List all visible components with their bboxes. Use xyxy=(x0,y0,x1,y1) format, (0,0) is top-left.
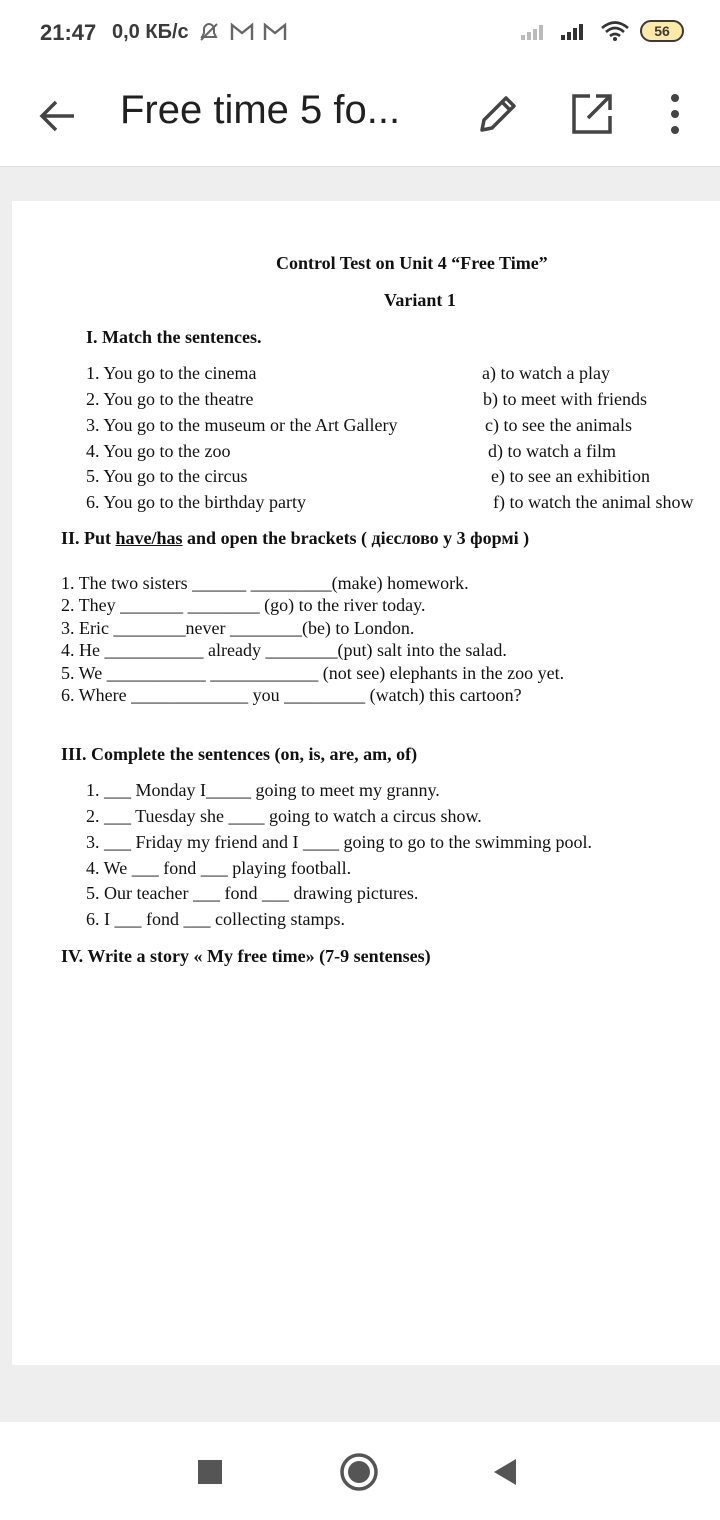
section-4-heading: IV. Write a story « My free time» (7-9 sentenses) xyxy=(61,946,431,966)
notification-icons xyxy=(198,20,287,43)
status-time: 21:47 xyxy=(40,20,97,45)
list-item: a) to watch a play xyxy=(482,363,610,383)
document-page xyxy=(12,201,720,1365)
pencil-icon[interactable] xyxy=(474,90,522,138)
status-data-rate: 0,0 КБ/с xyxy=(112,21,189,43)
back-arrow-icon[interactable] xyxy=(34,92,82,140)
list-item: 2. They _______ ________ (go) to the river today. xyxy=(61,595,426,615)
list-item: 6. You go to the birthday party xyxy=(86,492,306,512)
list-item: 1. ___ Monday I_____ going to meet my granny. xyxy=(86,780,440,800)
list-item: 1. You go to the cinema xyxy=(86,363,257,383)
gmail-icon-2 xyxy=(263,22,287,42)
list-item: 4. He ___________ already ________(put) salt into the salad. xyxy=(61,640,507,660)
section-2-heading: II. Put have/has and open the brackets ( дієслово у 3 формі ) xyxy=(61,528,530,548)
list-item: b) to meet with friends xyxy=(483,389,647,409)
app-bar xyxy=(0,70,720,167)
document-viewer[interactable] xyxy=(0,167,720,1422)
list-item: 3. ___ Friday my friend and I ____ going to go to the swimming pool. xyxy=(86,832,592,852)
test-title: Control Test on Unit 4 “Free Time” xyxy=(276,253,548,273)
variant-label: Variant 1 xyxy=(384,290,456,310)
document-title: Free time 5 fo... xyxy=(120,88,401,132)
list-item: 6. Where _____________ you _________ (watch) this cartoon? xyxy=(61,685,522,705)
navigation-bar xyxy=(0,1422,720,1520)
list-item: 5. Our teacher ___ fond ___ drawing pictures. xyxy=(86,883,419,903)
list-item: 3. You go to the museum or the Art Gallery xyxy=(86,415,398,435)
signal-strong-icon xyxy=(560,21,590,41)
list-item: f) to watch the animal show xyxy=(493,492,694,512)
battery-indicator: 56 xyxy=(640,20,684,42)
home-circle-icon[interactable] xyxy=(337,1450,381,1494)
stop-square-icon[interactable] xyxy=(188,1450,232,1494)
list-item: 6. I ___ fond ___ collecting stamps. xyxy=(86,909,345,929)
list-item: c) to see the animals xyxy=(485,415,632,435)
section-3-heading: III. Complete the sentences (on, is, are, am, of) xyxy=(61,744,418,764)
list-item: 2. You go to the theatre xyxy=(86,389,254,409)
list-item: 3. Eric ________never ________(be) to London. xyxy=(61,618,415,638)
more-vert-icon[interactable] xyxy=(660,90,690,138)
list-item: 5. We ___________ ____________ (not see) elephants in the zoo yet. xyxy=(61,663,565,683)
list-item: d) to watch a film xyxy=(488,441,616,461)
list-item: 4. We ___ fond ___ playing football. xyxy=(86,858,352,878)
wifi-icon xyxy=(600,20,630,42)
open-external-icon[interactable] xyxy=(568,90,616,138)
signal-weak-icon xyxy=(520,21,550,41)
section-1-heading: I. Match the sentences. xyxy=(86,327,262,347)
list-item: e) to see an exhibition xyxy=(491,466,650,486)
list-item: 1. The two sisters ______ _________(make) homework. xyxy=(61,573,469,593)
gmail-icon xyxy=(230,22,254,42)
list-item: 4. You go to the zoo xyxy=(86,441,231,461)
status-bar xyxy=(0,0,720,70)
back-triangle-icon[interactable] xyxy=(484,1450,528,1494)
list-item: 5. You go to the circus xyxy=(86,466,248,486)
list-item: 2. ___ Tuesday she ____ going to watch a circus show. xyxy=(86,806,482,826)
have-has-underlined: have/has xyxy=(115,528,183,548)
alarm-off-icon xyxy=(198,21,220,43)
